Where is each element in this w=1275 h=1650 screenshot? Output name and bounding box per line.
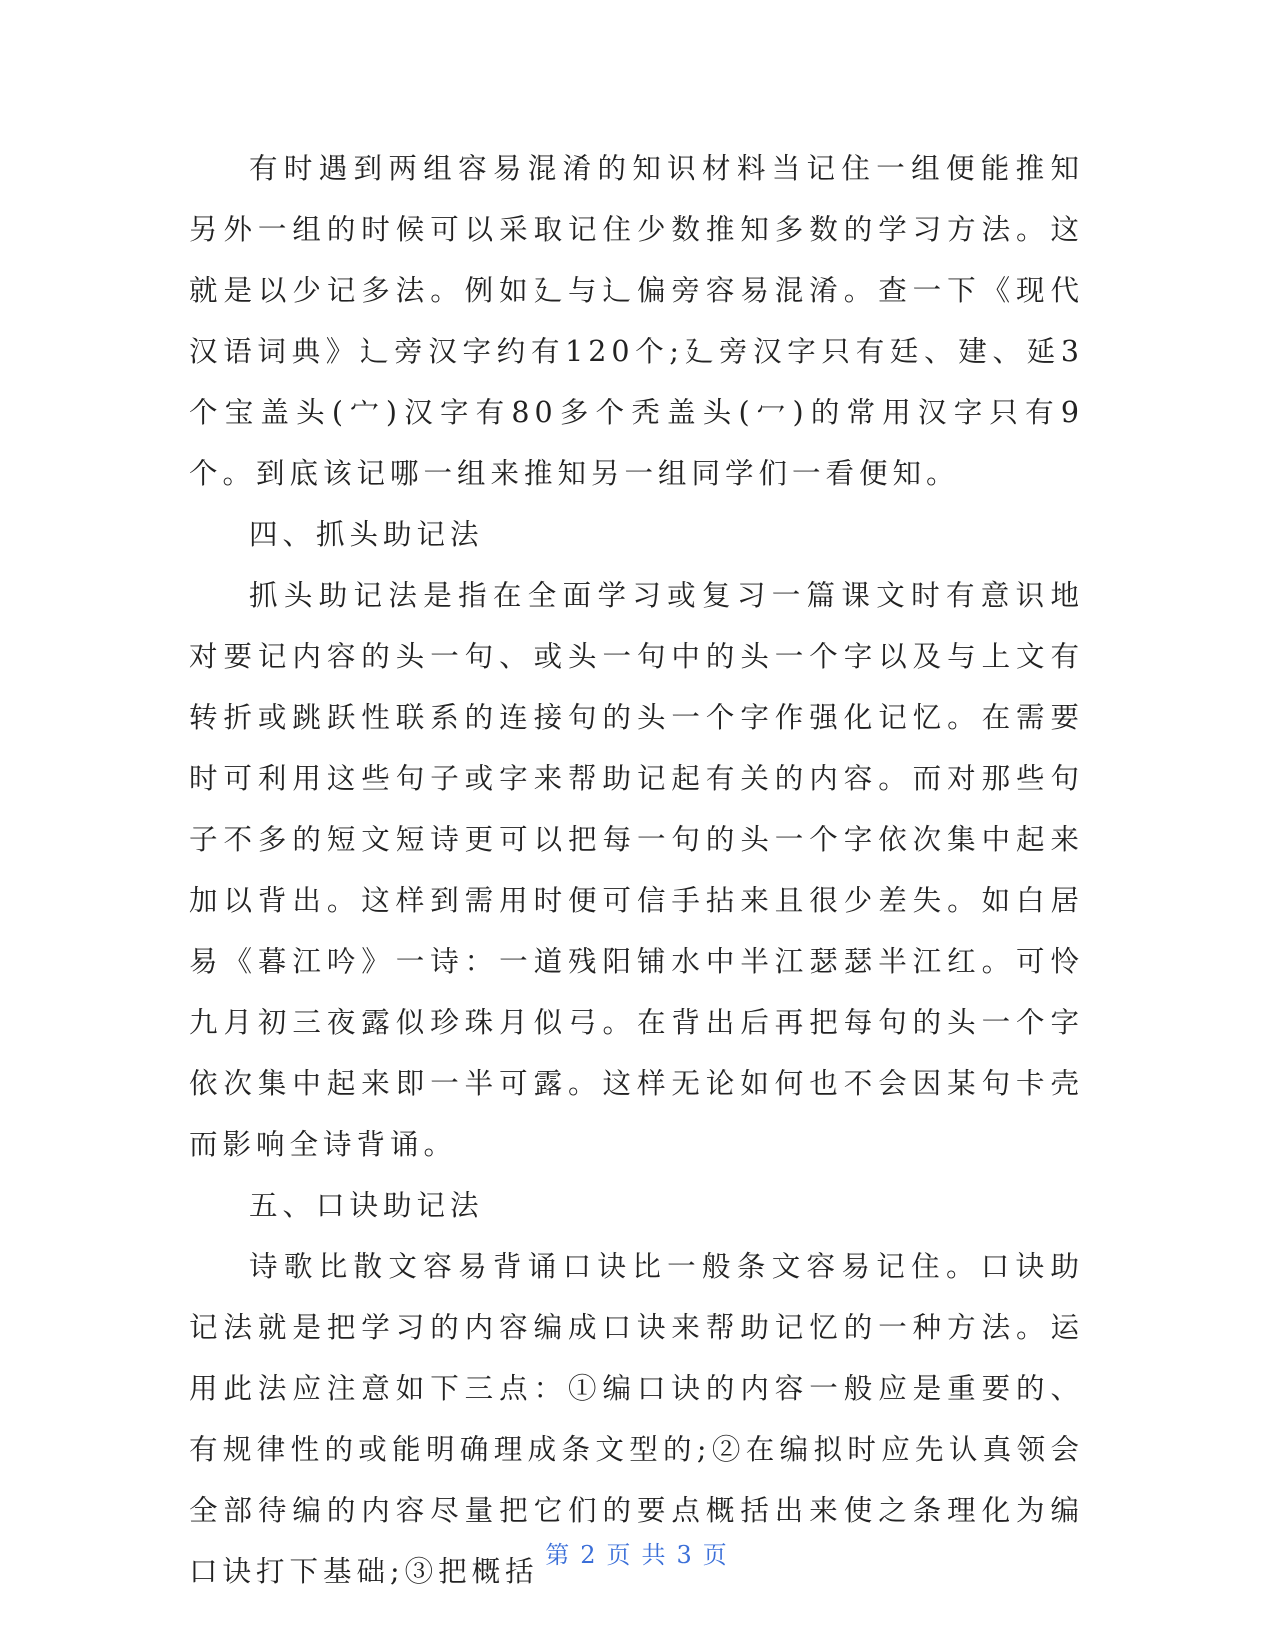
page-footer <box>0 1535 1275 1570</box>
footer-suffix: 页 <box>702 1541 730 1569</box>
page-body <box>189 138 1084 1602</box>
paragraph-grab-head-method: 抓头助记法是指在全面学习或复习一篇课文时有意识地对要记内容的头一句、或头一句中的头一个字以及与上文有转折或跳跃性联系的连接句的头一个字作强化记忆。在需要时可利用这些句子或字来帮助记起有关的内容。而对那些句子不多的短文短诗更可以把每一句的头一个字依次集中起来加以背出。这样到需用时便可信手拈来且很少差失。如白居易《暮江吟》一诗：一道残阳铺水中半江瑟瑟半江红。可怜九月初三夜露似珍珠月似弓。在背出后再把每句的头一个字依次集中起来即一半可露。这样无论如何也不会因某句卡壳而影响全诗背诵。 <box>189 579 1084 1161</box>
section-heading-grab-head-method: 四、抓头助记法 <box>249 518 484 551</box>
footer-total-pages: 3 <box>676 1541 695 1569</box>
footer-current-page: 2 <box>580 1541 599 1569</box>
section-heading-mnemonic-rhyme-method: 五、口诀助记法 <box>249 1189 484 1222</box>
paragraph-memorize-few-infer-many: 有时遇到两组容易混淆的知识材料当记住一组便能推知另外一组的时候可以采取记住少数推知多数的学习方法。这就是以少记多法。例如廴与辶偏旁容易混淆。查一下《现代汉语词典》辶旁汉字约有120个;廴旁汉字只有廷、建、延3个宝盖头(宀)汉字有80多个秃盖头(冖)的常用汉字只有9个。到底该记哪一组来推知另一组同学们一看便知。 <box>189 152 1084 490</box>
footer-total-word: 共 <box>641 1541 669 1569</box>
paragraph-mnemonic-rhyme-method: 诗歌比散文容易背诵口诀比一般条文容易记住。口诀助记法就是把学习的内容编成口诀来帮助记忆的一种方法。运用此法应注意如下三点：①编口诀的内容一般应是重要的、有规律性的或能明确理成条文型的;②在编拟时应先认真领会全部待编的内容尽量把它们的要点概括出来使之条理化为编口诀打下基础;③把概括 <box>189 1250 1084 1588</box>
footer-prefix: 第 <box>545 1541 573 1569</box>
footer-page-word: 页 <box>606 1541 634 1569</box>
